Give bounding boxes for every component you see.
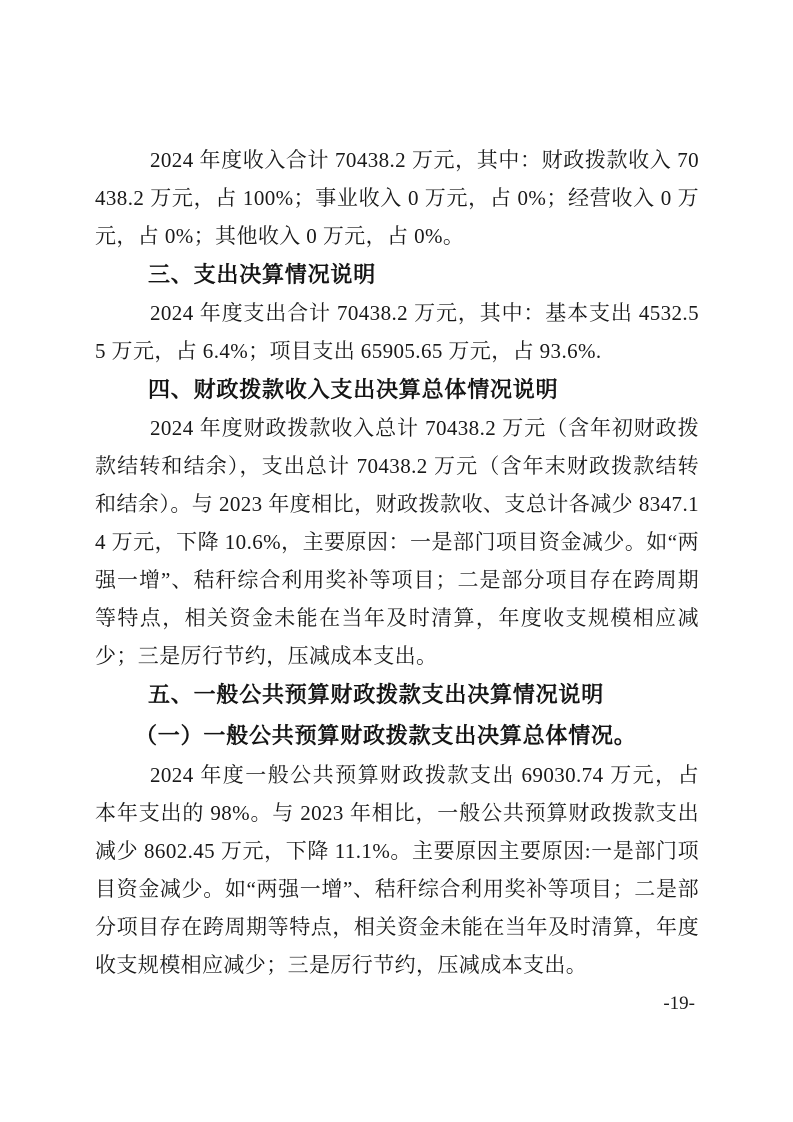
heading-section-3-expenditure: 三、支出决算情况说明 [148, 262, 377, 287]
heading-section-4-fiscal-appropriation: 四、财政拨款收入支出决算总体情况说明 [148, 377, 559, 402]
document-body [95, 141, 699, 984]
paragraph-fiscal-appropriation-detail: 2024 年度财政拨款收入总计 70438.2 万元（含年初财政拨款结转和结余），支出总计 70438.2 万元（含年末财政拨款结转和结余）。与 2023 年度相比，财政拨款收、支总计各减少 8347.14 万元，下降 10.6%，主要原因：一是部门项目资金减少。如“两强一增”、秸秆综合利用奖补等项目；二是部分项目存在跨周期等特点，相关资金未能在当年及时清算，年度收支规模相应减少；三是厉行节约，压减成本支出。 [95, 416, 699, 668]
paragraph-revenue-summary: 2024 年度收入合计 70438.2 万元，其中：财政拨款收入 70438.2 万元，占 100%；事业收入 0 万元，占 0%；经营收入 0 万元，占 0%；其他收入 0 万元，占 0%。 [95, 148, 699, 248]
paragraph-expenditure-summary: 2024 年度支出合计 70438.2 万元，其中：基本支出 4532.55 万元，占 6.4%；项目支出 65905.65 万元，占 93.6%. [95, 301, 699, 363]
subheading-5-1-overall-situation: （一）一般公共预算财政拨款支出决算总体情况。 [135, 723, 637, 748]
page-number: -19- [663, 993, 695, 1014]
paragraph-general-public-budget-detail: 2024 年度一般公共预算财政拨款支出 69030.74 万元，占本年支出的 98%。与 2023 年相比，一般公共预算财政拨款支出减少 8602.45 万元，下降 11.1%。主要原因主要原因:一是部门项目资金减少。如“两强一增”、秸秆综合利用奖补等项目；二是部分项目存在跨周期等特点，相关资金未能在当年及时清算，年度收支规模相应减少；三是厉行节约，压减成本支出。 [95, 763, 699, 977]
heading-section-5-general-public-budget: 五、一般公共预算财政拨款支出决算情况说明 [148, 682, 605, 707]
